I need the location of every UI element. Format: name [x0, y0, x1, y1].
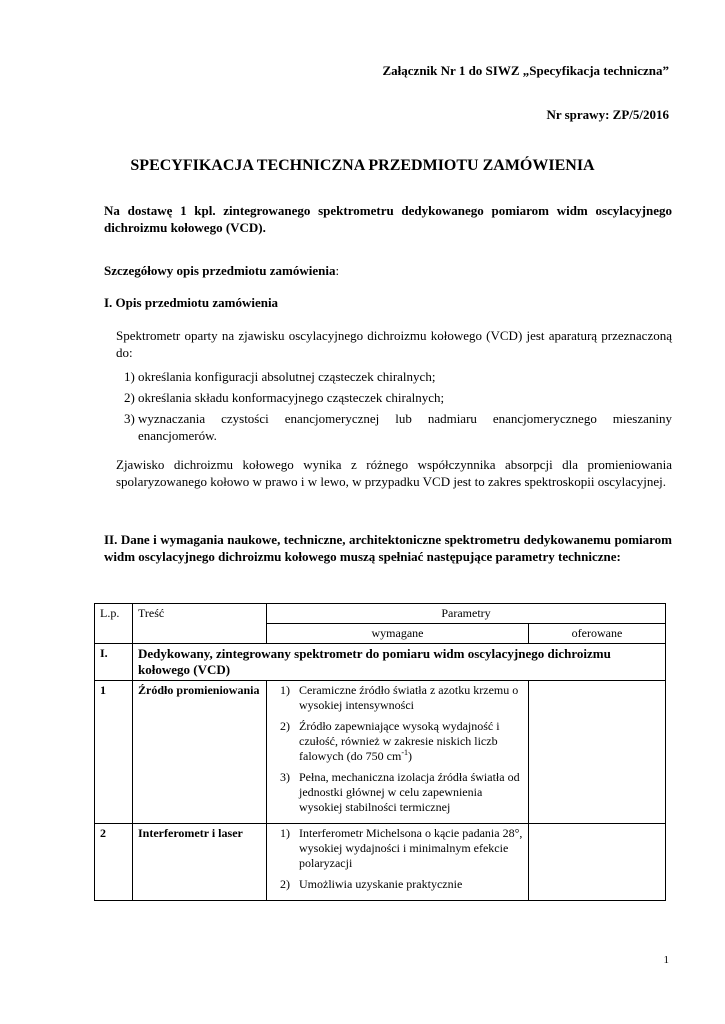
table-row: [95, 681, 666, 824]
header-lp: L.p.: [95, 604, 133, 644]
detailed-description-bold: Szczegółowy opis przedmiotu zamówienia: [104, 263, 336, 278]
detailed-description-colon: :: [335, 263, 340, 278]
row-lp: 2: [95, 824, 133, 901]
list-item: 3) Pełna, mechaniczna izolacja źródła światła od jednostki głównej w celu zapewnienia wysokiej stabilności termicznej: [280, 770, 520, 814]
row-required: [267, 681, 529, 824]
table-category-row: [95, 644, 666, 681]
section-1-intro: Spektrometr oparty na zjawisku oscylacyjnego dichroizmu kołowego (VCD) jest aparaturą przeznaczoną do:: [116, 328, 672, 360]
list-item: 1) określania konfiguracji absolutnej cząsteczek chiralnych;: [124, 369, 436, 384]
row-lp: 1: [95, 681, 133, 824]
list-item: 2) Umożliwia uzyskanie praktycznie: [280, 877, 463, 891]
page-title: SPECYFIKACJA TECHNICZNA PRZEDMIOTU ZAMÓWIENIA: [130, 157, 595, 174]
row-offered: [529, 824, 666, 901]
section-2-heading: II. Dane i wymagania naukowe, techniczne, architektoniczne spektrometru dedykowanemu pomiarom widm oscylacyjnego dichroizmu kołowego muszą spełniać następujące parametry techniczne:: [104, 532, 672, 564]
phenomenon-text: Zjawisko dichroizmu kołowego wynika z różnego współczynnika absorpcji dla promieniowania spolaryzowanego kołowo w prawo i w lewo, w przypadku VCD jest to zakres spektroskopii oscylacyjnej.: [116, 457, 672, 489]
row-name: Interferometr i laser: [133, 824, 267, 901]
category-lp: I.: [95, 644, 133, 681]
header-offered: oferowane: [529, 624, 666, 644]
list-item: 2) określania składu konformacyjnego cząsteczek chiralnych;: [124, 390, 445, 405]
list-item: 2) Źródło zapewniające wysoką wydajność i czułość, również w zakresie niskich liczb falowych (do 750 $cm^{-1}$): [280, 719, 500, 763]
header-params: Parametry: [267, 604, 666, 624]
page-bottom-margin: [0, 940, 725, 1024]
attachment-label: Załącznik Nr 1 do SIWZ „Specyfikacja techniczna”: [382, 63, 669, 78]
page-number: 1: [663, 954, 669, 966]
row-name: Źródło promieniowania: [133, 681, 267, 824]
header-content: Treść: [133, 604, 267, 644]
table-row: [95, 824, 666, 901]
row-offered: [529, 681, 666, 824]
case-number: Nr sprawy: ZP/5/2016: [546, 107, 669, 122]
header-required: wymagane: [267, 624, 529, 644]
delivery-text: Na dostawę 1 kpl. zintegrowanego spektrometru dedykowanego pomiarom widm oscylacyjnego dichroizmu kołowego (VCD).: [104, 203, 672, 235]
list-item: 1) Interferometr Michelsona o kącie padania 28°, wysokiej wydajności i minimalnym efekcie polaryzacji: [280, 826, 523, 870]
list-item: 3) wyznaczania czystości enancjomerycznej lub nadmiaru enancjomerycznego mieszaniny enancjomerów.: [124, 411, 672, 443]
list-item: 1) Ceramiczne źródło światła z azotku krzemu o wysokiej intensywności: [280, 683, 519, 712]
section-1-heading: I. Opis przedmiotu zamówienia: [104, 295, 279, 310]
category-text: Dedykowany, zintegrowany spektrometr do pomiaru widm oscylacyjnego dichroizmu kołowego (VCD): [133, 644, 666, 681]
detailed-description-label: [104, 262, 672, 279]
table-header-row: [95, 604, 666, 624]
row-required: [267, 824, 529, 901]
purpose-list: [116, 368, 672, 448]
spec-table: [94, 603, 666, 901]
